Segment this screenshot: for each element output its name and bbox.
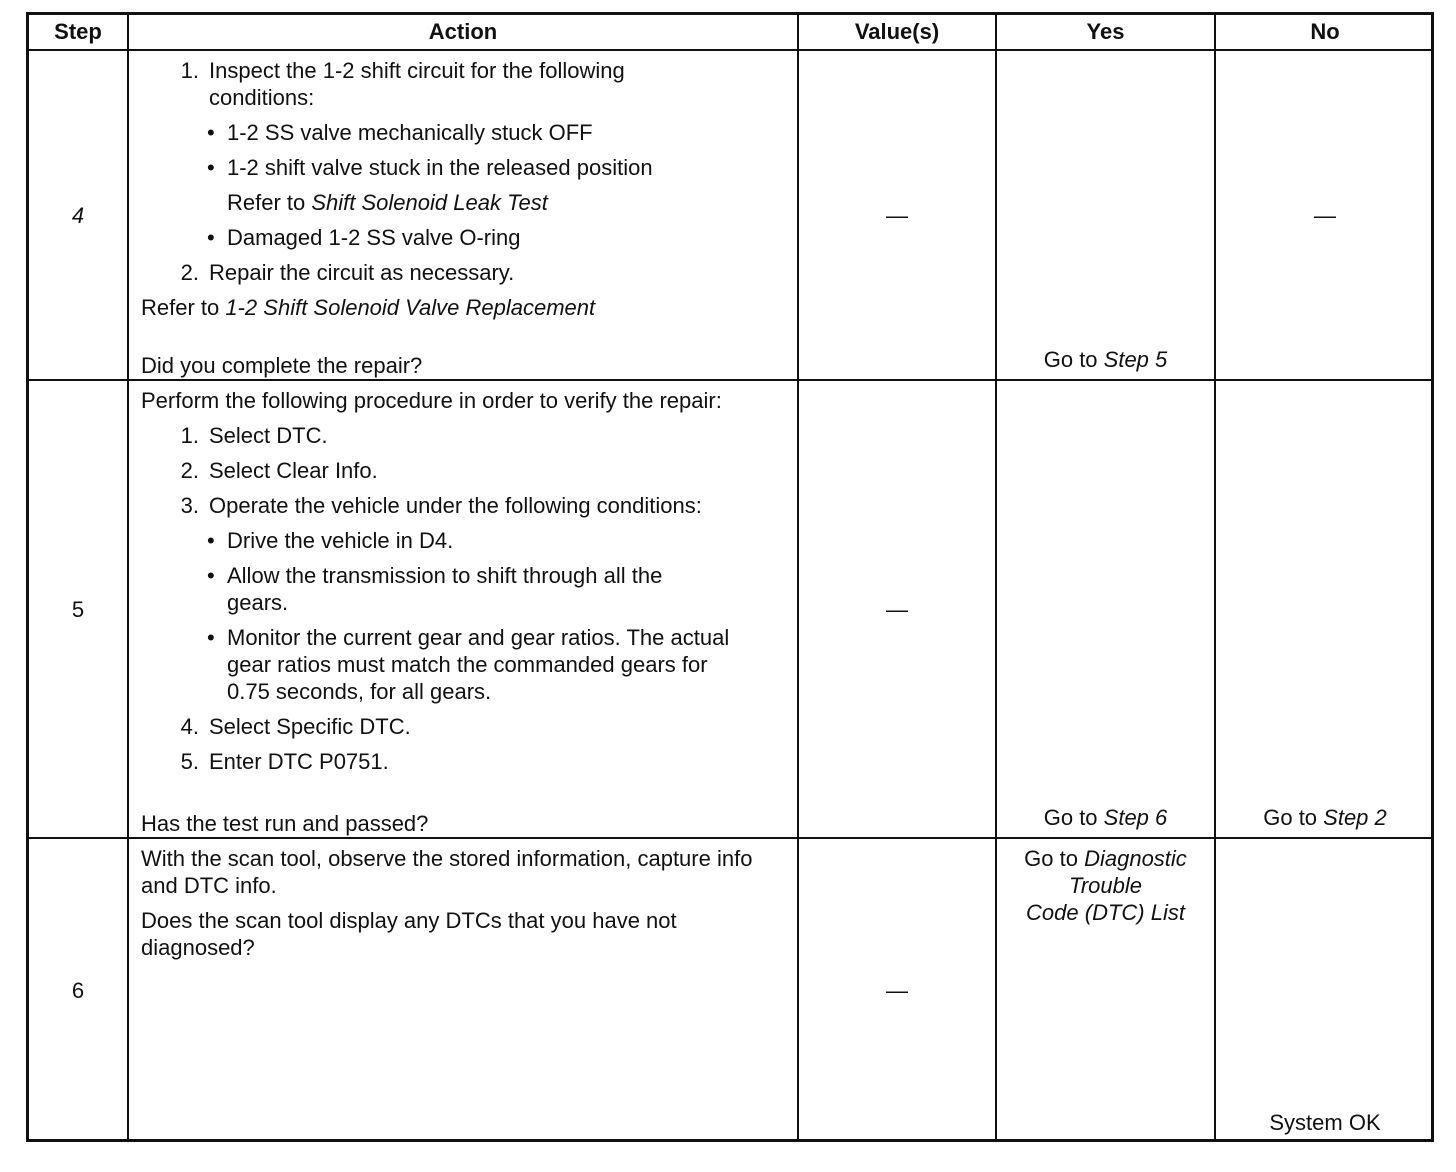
bullet-item bbox=[141, 527, 791, 554]
goto-link[interactable]: Diagnostic bbox=[1084, 846, 1187, 871]
question-text: Does the scan tool display any DTCs that you have not diagnosed? bbox=[141, 908, 677, 960]
bullet-text: 1-2 shift valve stuck in the released position bbox=[227, 155, 653, 180]
bullet-text: Drive the vehicle in D4. bbox=[227, 528, 454, 553]
bullet-icon: • bbox=[207, 563, 215, 588]
header-action: Action bbox=[428, 19, 498, 44]
step-number: 5 bbox=[71, 596, 85, 622]
header-yes: Yes bbox=[1086, 19, 1125, 44]
list-text: Repair the circuit as necessary. bbox=[209, 260, 515, 285]
list-text: Select DTC. bbox=[209, 423, 328, 448]
list-item bbox=[141, 492, 791, 519]
goto-prefix: Go to bbox=[1043, 347, 1104, 372]
list-number: 5. bbox=[180, 749, 199, 774]
bullet-text: Allow the transmission to shift through all the gears. bbox=[227, 563, 663, 615]
bullet-item bbox=[141, 119, 791, 146]
list-item bbox=[141, 457, 791, 484]
list-item bbox=[141, 713, 791, 740]
list-text: Enter DTC P0751. bbox=[209, 749, 389, 774]
bullet-icon: • bbox=[207, 155, 215, 180]
list-item bbox=[141, 57, 791, 111]
list-item bbox=[141, 422, 791, 449]
column-divider bbox=[127, 15, 129, 1139]
bullet-item bbox=[141, 562, 791, 616]
yes-goto[interactable] bbox=[997, 845, 1214, 872]
header-step: Step bbox=[54, 19, 102, 44]
list-text: Operate the vehicle under the following conditions: bbox=[209, 493, 702, 518]
list-number: 2. bbox=[180, 458, 199, 483]
intro-text: Perform the following procedure in order to verify the repair: bbox=[141, 388, 722, 413]
action-cell bbox=[141, 57, 791, 377]
list-text: Inspect the 1-2 shift circuit for the following conditions: bbox=[209, 58, 625, 110]
question-text: Did you complete the repair? bbox=[141, 353, 423, 378]
values-cell: — bbox=[886, 596, 908, 622]
bullet-item bbox=[141, 624, 791, 705]
step-number: 6 bbox=[71, 978, 85, 1003]
no-cell bbox=[1216, 381, 1434, 837]
bullet-text: 1-2 SS valve mechanically stuck OFF bbox=[227, 120, 593, 145]
list-number: 1. bbox=[180, 423, 199, 448]
goto-link[interactable]: Step 2 bbox=[1323, 805, 1387, 830]
goto-prefix: Go to bbox=[1024, 846, 1085, 871]
refer-link[interactable]: Shift Solenoid Leak Test bbox=[311, 190, 548, 215]
refer-prefix: Refer to bbox=[227, 190, 312, 215]
refer-line bbox=[141, 189, 791, 216]
action-cell bbox=[141, 845, 791, 1135]
list-item bbox=[141, 748, 791, 775]
bullet-text: Damaged 1-2 SS valve O-ring bbox=[227, 225, 521, 250]
list-text: Select Clear Info. bbox=[209, 458, 378, 483]
yes-goto[interactable] bbox=[997, 346, 1214, 373]
header-values: Value(s) bbox=[854, 19, 940, 44]
list-text: Select Specific DTC. bbox=[209, 714, 411, 739]
list-number: 1. bbox=[180, 58, 199, 83]
yes-goto[interactable] bbox=[997, 804, 1214, 831]
bullet-icon: • bbox=[207, 625, 215, 650]
refer-prefix: Refer to bbox=[141, 295, 226, 320]
action-cell bbox=[141, 387, 791, 835]
list-number: 2. bbox=[180, 260, 199, 285]
goto-link[interactable]: Step 5 bbox=[1103, 347, 1168, 372]
values-cell: — bbox=[886, 202, 908, 228]
no-cell bbox=[1216, 839, 1434, 1142]
goto-prefix: Go to bbox=[1263, 805, 1324, 830]
bullet-item bbox=[141, 154, 791, 181]
goto-link[interactable]: Code (DTC) List bbox=[1026, 900, 1185, 925]
step-number: 4 bbox=[71, 202, 85, 228]
list-number: 4. bbox=[180, 714, 199, 739]
no-goto[interactable] bbox=[1216, 804, 1434, 831]
yes-cell bbox=[997, 845, 1214, 1140]
no-cell: — bbox=[1314, 202, 1336, 228]
bullet-icon: • bbox=[207, 120, 215, 145]
bullet-item bbox=[141, 224, 791, 251]
bullet-icon: • bbox=[207, 528, 215, 553]
yes-cell bbox=[997, 381, 1214, 837]
goto-prefix: Go to bbox=[1043, 805, 1104, 830]
question-text: Has the test run and passed? bbox=[141, 811, 429, 836]
goto-link[interactable]: Trouble bbox=[1069, 873, 1142, 898]
goto-link[interactable]: Step 6 bbox=[1103, 805, 1168, 830]
list-item bbox=[141, 259, 791, 286]
bullet-icon: • bbox=[207, 225, 215, 250]
list-number: 3. bbox=[180, 493, 199, 518]
yes-cell bbox=[997, 51, 1214, 379]
no-result: System OK bbox=[1269, 1110, 1381, 1135]
header-no: No bbox=[1310, 19, 1340, 44]
refer-link[interactable]: 1-2 Shift Solenoid Valve Replacement bbox=[225, 295, 596, 320]
bullet-text: Monitor the current gear and gear ratios. The actual gear ratios must match the commanded gears for 0.75 seconds, for all gears. bbox=[227, 625, 730, 704]
action-text: With the scan tool, observe the stored information, capture info and DTC info. bbox=[141, 846, 753, 898]
diagnostic-table bbox=[26, 12, 1434, 1142]
refer-line bbox=[141, 294, 791, 321]
values-cell: — bbox=[886, 978, 908, 1003]
